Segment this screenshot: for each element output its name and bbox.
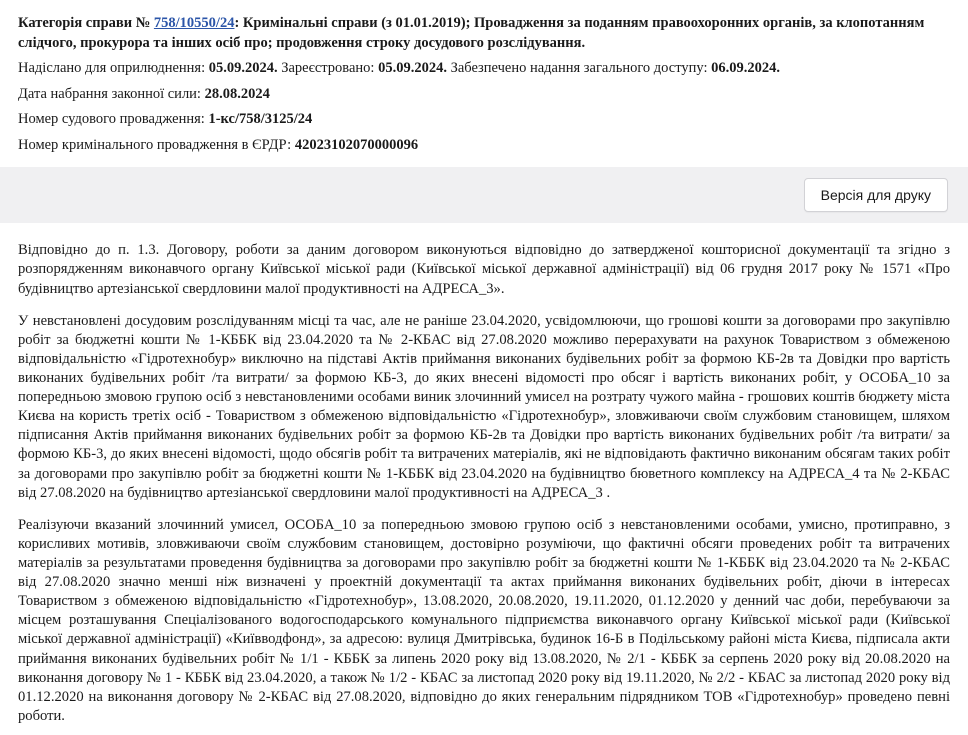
proceeding-number-line — [18, 110, 950, 130]
case-header — [0, 0, 968, 167]
legal-force-value: 28.08.2024 — [204, 85, 270, 102]
sent-value: 05.09.2024. — [208, 60, 278, 77]
proceeding-number-value: 1-кс/758/3125/24 — [208, 111, 313, 128]
registered-value: 05.09.2024. — [378, 60, 447, 77]
document-paragraph: У невстановлені досудовим розслідуванням місці та час, але не раніше 23.04.2020, усвідомлюючи, що грошові кошти за договорами про закупівлю робіт за бюджетні кошти № 1-КББК від 23.04.2020 та № 2-КБАС від 27.08.2020 можливо перерахувати на рахунок Товариством з обмеженою відповідальністю «Гідротехнобур» виключно на підставі Актів приймання виконаних будівельних робіт за формою КБ-2в та Довідки про вартість виконаних будівельних робіт /та витрати/ за формою КБ-3, до яких внесені відомості про обсяг і вартість виконаних робіт, у ОСОБА_10 за попередньою змовою групою осіб з невстановленими особами виник злочинний умисел на розтрату чужого майна - грошових коштів бюджету міста Києва на користь третіх осіб - Товариством з обмеженою відповідальністю «Гідротехнобур», зловживаючи своїм службовим становищем, шляхом підписання Актів приймання виконаних будівельних робіт за формою КБ-2в та Довідки про вартість виконаних будівельних робіт /та витрати/ за формою КБ-3, до яких внесені відомості, щодо обсягів робіт та витрачених матеріалів, які не відповідають фактично виконаним обсягам таких робіт за договорами про закупівлю робіт за бюджетні кошти № 1-КББК від 23.04.2020 на будівництво бюветного комплексу на АДРЕСА_4 та № 2-КБАС від 27.08.2020 на будівництво артезіанської свердловини малої продуктивності на АДРЕСА_3 . — [18, 312, 950, 501]
registered-label: Зареєстровано: — [277, 60, 379, 77]
erdr-number-label: Номер кримінального провадження в ЄРДР: — [18, 136, 295, 153]
case-category-label: Категорія справи № — [18, 15, 154, 31]
erdr-number-line — [18, 136, 950, 156]
document-toolbar — [0, 167, 968, 223]
erdr-number-value: 42023102070000096 — [294, 136, 419, 153]
document-body — [0, 223, 968, 735]
proceeding-number-label: Номер судового провадження: — [18, 111, 209, 128]
document-paragraph: Реалізуючи вказаний злочинний умисел, ОСОБА_10 за попередньою змовою групою осіб з невстановленими особами, умисно, протиправно, з корисливих мотивів, зловживаючи своїм службовим становищем, достовірно розуміючи, що фактичні обсяги проведених робіт та витрачених матеріалів за результатами проведення будівництва за договорами про закупівлю робіт за бюджетні кошти № 1-КББК від 23.04.2020 та № 2-КБАС від 27.08.2020 значно менші ніж визначені у проектній документації та актах приймання виконаних будівельних робіт, діючи в інтересах Товариством з обмеженою відповідальністю «Гідротехнобур», 13.08.2020, 20.08.2020, 19.11.2020, 01.12.2020 у денний час доби, перебуваючи за місцем розташування Спеціалізованого водогосподарського комунального підприємства виконавчого органу Київської міської ради (Київської міської державної адміністрації) «Київводфонд», за адресою: вулиця Дмитрівська, будинок 16-Б в Подільському районі міста Києва, підписала акти приймання виконаних будівельних робіт № 1/1 - КББК за липень 2020 року від 13.08.2020, № 2/1 - КББК за серпень 2020 року від 20.08.2020 на виконання договору № 1 - КББК від 23.04.2020, а також № 1/2 - КБАС за листопад 2020 року від 19.11.2020, № 2/2 - КБАС за листопад 2020 року від 01.12.2020 на виконання договору № 2-КБАС від 27.08.2020, відповідно до яких генеральним підрядником ТОВ «Гідротехнобур» проведено певні роботи. — [18, 516, 950, 724]
legal-force-line — [18, 85, 950, 105]
case-category-line — [18, 14, 950, 53]
publication-dates-line — [18, 59, 950, 79]
legal-force-label: Дата набрання законної сили: — [18, 85, 205, 102]
document-paragraph: Відповідно до п. 1.3. Договору, роботи за даним договором виконуються відповідно до затвердженої кошторисної документації та згідно з розпорядженням виконавчого органу Київської міської ради (Київської міської державної адміністрації) від 06 грудня 2017 року № 1571 «Про будівництво артезіанської свердловини малої продуктивності на АДРЕСА_3». — [18, 242, 950, 297]
sent-label: Надіслано для оприлюднення: — [18, 60, 209, 77]
print-version-button[interactable]: Версія для друку — [804, 178, 948, 212]
case-category-text: : Кримінальні справи (з 01.01.2019); Провадження за поданням правоохоронних органів, за клопотанням слідчого, прокурора та інших осіб про; продовження строку досудового розслідування. — [18, 15, 925, 51]
access-value: 06.09.2024. — [711, 60, 780, 77]
access-label: Забезпечено надання загального доступу: — [446, 60, 712, 77]
case-number-link[interactable]: 758/10550/24 — [153, 15, 235, 31]
